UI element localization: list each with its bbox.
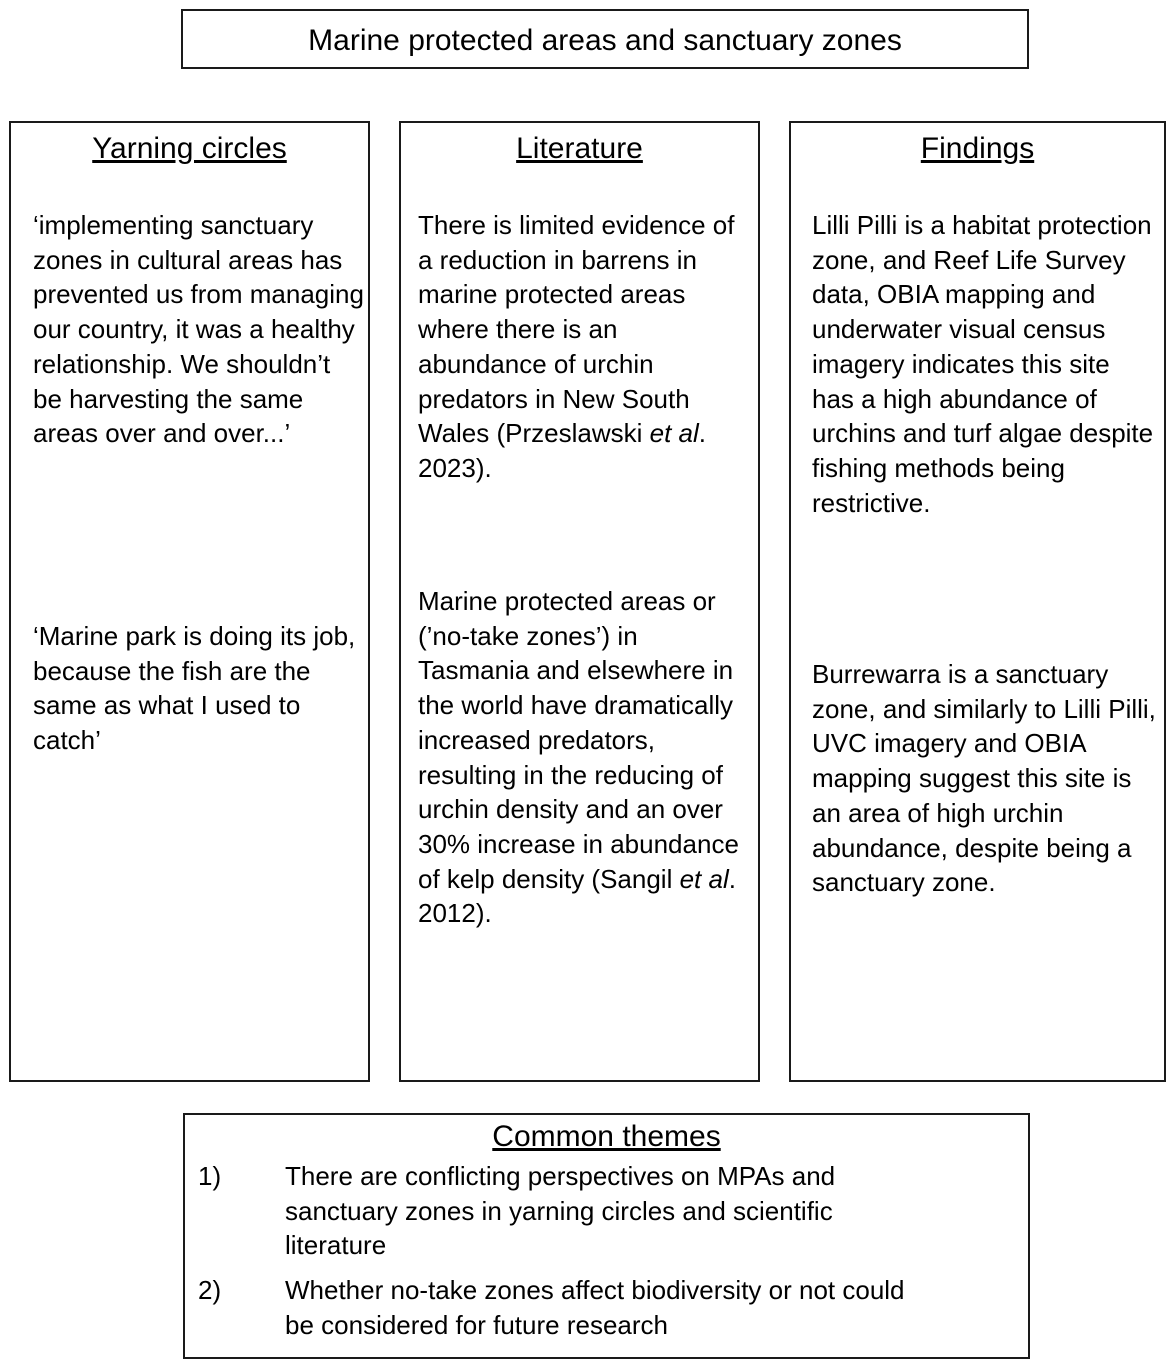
findings-heading: Findings [920, 132, 1035, 165]
literature-citation-year-2: . 2012). [418, 863, 736, 929]
findings-box [789, 121, 1166, 1082]
common-themes-heading: Common themes [492, 1120, 721, 1153]
literature-citation-year-1: . 2023). [418, 418, 707, 483]
literature-paragraph-1 [418, 208, 753, 486]
literature-box [399, 121, 760, 1082]
literature-paragraph-2-text: Marine protected areas or (’no-take zones’) in Tasmania and elsewhere in the world have dramatically increased predators, resulting in the reducing of urchin density and an over 30% increase in abundance of kelp density (Sangil [418, 586, 739, 894]
literature-paragraph-2 [418, 584, 753, 931]
findings-lilli-pilli: Lilli Pilli is a habitat protection zone, and Reef Life Survey data, OBIA mapping and underwater visual census imagery indicates this site has a high abundance of urchins and turf algae despite fishing methods being restrictive. [812, 210, 1154, 518]
common-themes-box [183, 1113, 1030, 1359]
literature-citation-etal-2: et al [679, 863, 729, 894]
yarning-quote-1: ‘implementing sanctuary zones in cultural areas has prevented us from managing our country, it was a healthy relationship. We shouldn’t be harvesting the same areas over and over...’ [33, 210, 364, 449]
diagram-title: Marine protected areas and sanctuary zones [308, 24, 902, 57]
literature-citation-etal-1: et al [649, 418, 699, 449]
title-box [181, 9, 1029, 69]
theme-text: Whether no-take zones affect biodiversity or not could be considered for future research [285, 1275, 905, 1340]
findings-burrewarra: Burrewarra is a sanctuary zone, and similarly to Lilli Pilli, UVC imagery and OBIA mapping suggest this site is an area of high urchin abundance, despite being a sanctuary zone. [812, 659, 1156, 898]
theme-number: 2) [198, 1275, 222, 1305]
theme-number: 1) [198, 1161, 222, 1191]
literature-heading: Literature [516, 132, 643, 165]
literature-paragraph-1-text: There is limited evidence of a reduction in barrens in marine protected areas where there is an abundance of urchin predators in New South Wales (Przeslawski [418, 210, 735, 449]
theme-text: There are conflicting perspectives on MPAs and sanctuary zones in yarning circles and scientific literature [285, 1161, 836, 1261]
yarning-quote-2: ‘Marine park is doing its job, because the fish are the same as what I used to catch’ [33, 621, 356, 756]
yarning-circles-heading: Yarning circles [92, 132, 287, 165]
yarning-circles-box [9, 121, 370, 1082]
